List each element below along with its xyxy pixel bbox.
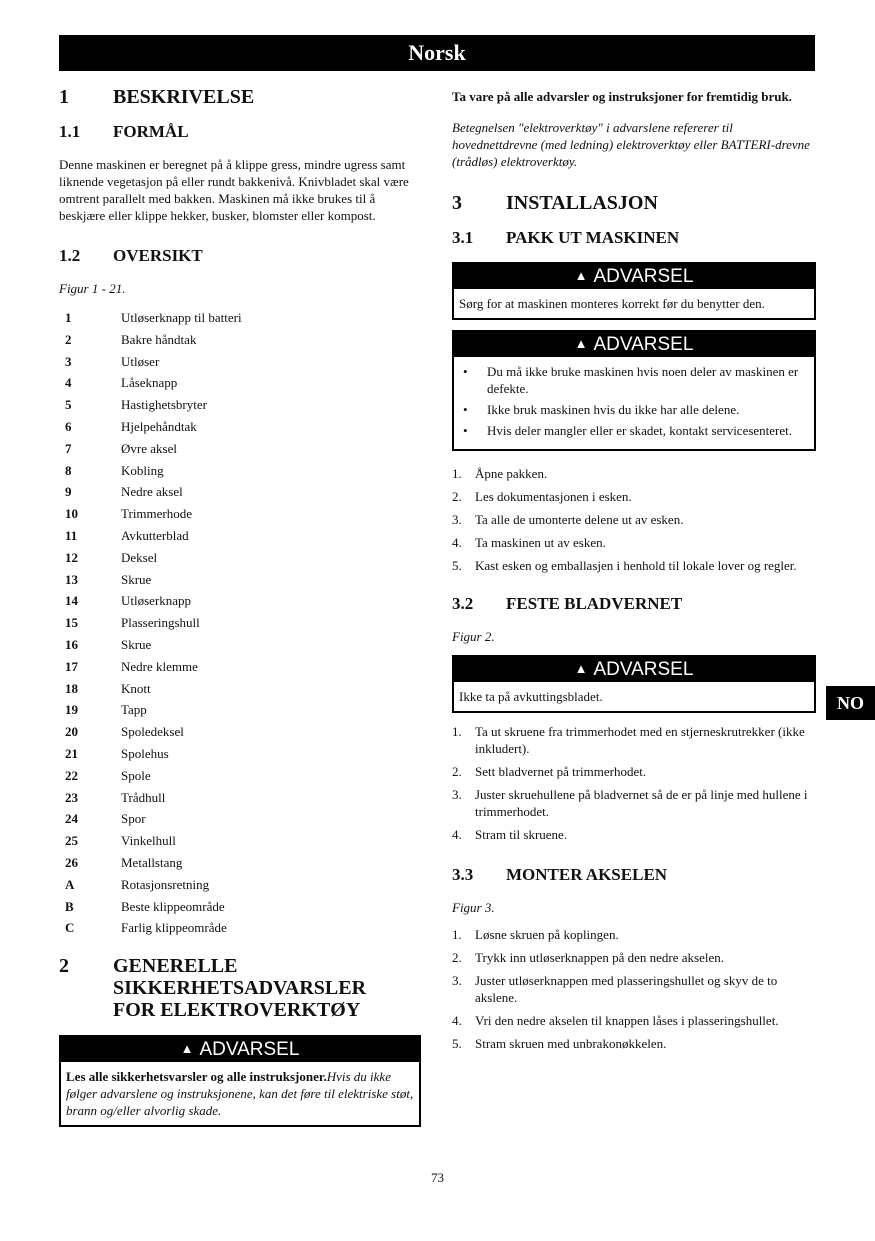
part-label: Avkutterblad — [121, 527, 189, 543]
part-number: 4 — [65, 375, 72, 391]
step-number: 2. — [452, 489, 462, 504]
parts-list-item — [59, 503, 421, 525]
warning-body: Sørg for at maskinen monteres korrekt før du benytter den. — [459, 296, 765, 311]
step-item — [452, 534, 816, 551]
step-item — [452, 926, 816, 943]
step-text: Les dokumentasjonen i esken. — [475, 489, 632, 504]
warning-bullet-item — [459, 422, 809, 439]
language-side-tab: NO — [826, 686, 875, 720]
warning-title: ADVARSEL — [593, 266, 694, 287]
section-number: 3.2 — [452, 594, 474, 613]
warning-bullet-item — [459, 401, 809, 418]
warning-triangle-icon: ▲ — [574, 336, 588, 351]
part-number: 18 — [65, 680, 78, 696]
part-label: Trimmerhode — [121, 506, 193, 522]
parts-list-item — [59, 765, 421, 787]
warning-box-parts — [452, 330, 816, 451]
warning-triangle-icon: ▲ — [574, 268, 588, 283]
section-3-heading — [452, 192, 816, 214]
section-title: BESKRIVELSE — [113, 86, 255, 108]
part-label: Nedre klemme — [121, 658, 198, 674]
section-3-2-heading — [452, 594, 816, 614]
part-number: 1 — [65, 310, 72, 325]
part-number: B — [65, 898, 74, 914]
part-number: 25 — [65, 833, 78, 849]
step-number: 5. — [452, 1036, 462, 1051]
parts-list-item — [59, 438, 421, 460]
parts-list-item — [59, 721, 421, 743]
warning-body — [61, 1062, 419, 1125]
part-label: Bakre håndtak — [121, 331, 197, 347]
step-text: Løsne skruen på koplingen. — [475, 927, 619, 942]
step-item — [452, 786, 816, 820]
part-label: Nedre aksel — [121, 484, 183, 500]
step-item — [452, 465, 816, 482]
step-item — [452, 949, 816, 966]
part-number: 10 — [65, 506, 78, 522]
language-banner: Norsk — [59, 35, 815, 71]
section-number: 3 — [452, 192, 462, 214]
part-number: 7 — [65, 440, 72, 456]
section-number: 1 — [59, 86, 69, 108]
blade-guard-steps — [452, 723, 816, 843]
left-column — [59, 80, 421, 1137]
warning-header — [454, 264, 814, 289]
figure-reference: Figur 1 - 21. — [59, 281, 126, 296]
part-label: Utløserknapp til batteri — [121, 310, 242, 325]
parts-list-item — [59, 896, 421, 918]
part-number: 21 — [65, 745, 78, 761]
part-label: Utløser — [121, 353, 160, 369]
warning-box-blade — [452, 655, 816, 713]
step-number: 3. — [452, 787, 462, 802]
parts-list-item — [59, 481, 421, 503]
section-2-heading — [59, 955, 421, 1021]
parts-list-item — [59, 525, 421, 547]
part-label: Tapp — [121, 702, 147, 718]
purpose-text: Denne maskinen er beregnet på å klippe gress, mindre ugress samt liknende vegetasjon på eller rundt bakkenivå. Knivbladet skal være omtrent parallelt med bakken. Maskinen må ikke brukes til å beskjære eller klippe hekker, busker, blomster eller kompost. — [59, 157, 409, 223]
step-number: 3. — [452, 973, 462, 988]
unpack-steps — [452, 465, 816, 574]
section-number: 3.1 — [452, 228, 474, 247]
part-label: Hastighetsbryter — [121, 397, 207, 413]
part-label: Beste klippeområde — [121, 898, 225, 914]
step-text: Stram skruen med unbrakonøkkelen. — [475, 1036, 667, 1051]
step-text: Trykk inn utløserknappen på den nedre akselen. — [475, 950, 724, 965]
section-number: 2 — [59, 955, 69, 978]
section-1-2-heading — [59, 246, 421, 266]
step-number: 4. — [452, 535, 462, 550]
warning-box-general — [59, 1035, 421, 1127]
part-number: 11 — [65, 527, 78, 543]
parts-list-item — [59, 460, 421, 482]
parts-list-item — [59, 547, 421, 569]
part-number: 8 — [65, 462, 72, 478]
step-number: 1. — [452, 927, 462, 942]
step-number: 4. — [452, 1013, 462, 1028]
warning-header — [454, 657, 814, 682]
page-number: 73 — [431, 1170, 444, 1185]
step-number: 2. — [452, 764, 462, 779]
parts-list-item — [59, 329, 421, 351]
warning-title: ADVARSEL — [199, 1039, 300, 1061]
parts-list-item — [59, 743, 421, 765]
parts-list-item — [59, 307, 421, 329]
step-number: 1. — [452, 466, 462, 481]
warning-triangle-icon: ▲ — [180, 1041, 194, 1057]
parts-list-item — [59, 808, 421, 830]
warning-italic-text: Hvis du ikke følger advarslene og instruksjonene, kan det føre til elektriske støt, brann og/eller alvorlig skade. — [66, 1069, 414, 1119]
parts-list-item — [59, 656, 421, 678]
warning-title: ADVARSEL — [593, 659, 694, 680]
step-text: Stram til skruene. — [475, 827, 568, 842]
step-number: 2. — [452, 950, 462, 965]
part-number: 22 — [65, 767, 78, 783]
step-item — [452, 488, 816, 505]
parts-list-item — [59, 917, 421, 939]
part-number: 14 — [65, 593, 78, 609]
parts-list-item — [59, 394, 421, 416]
parts-list-item — [59, 372, 421, 394]
part-label: Farlig klippeområde — [121, 920, 227, 936]
part-number: 19 — [65, 702, 78, 718]
step-item — [452, 763, 816, 780]
step-text: Sett bladvernet på trimmerhodet. — [475, 764, 647, 779]
step-item — [452, 972, 816, 1006]
step-item — [452, 723, 816, 757]
part-number: A — [65, 876, 75, 892]
section-title: FORMÅL — [113, 122, 189, 141]
step-text: Vri den nedre akselen til knappen låses i plasseringshullet. — [475, 1013, 779, 1028]
warning-title: ADVARSEL — [593, 334, 694, 355]
part-label: Låseknapp — [121, 375, 178, 391]
step-text: Ta ut skruene fra trimmerhodet med en stjerneskrutrekker (ikke inkludert). — [475, 724, 805, 756]
part-label: Plasseringshull — [121, 615, 200, 631]
part-number: 15 — [65, 615, 78, 631]
part-label: Kobling — [121, 462, 164, 478]
figure-reference: Figur 2. — [452, 629, 495, 644]
step-item — [452, 1012, 816, 1029]
part-number: 13 — [65, 571, 78, 587]
section-title: MONTER AKSELEN — [506, 865, 668, 884]
part-label: Skrue — [121, 636, 152, 652]
warning-bullet-list — [459, 363, 809, 439]
step-item — [452, 557, 816, 574]
section-3-1-heading — [452, 228, 816, 248]
part-label: Deksel — [121, 549, 158, 565]
part-label: Spolehus — [121, 745, 169, 761]
section-title: OVERSIKT — [113, 246, 203, 265]
right-column — [452, 80, 816, 1062]
warning-bullet-item — [459, 363, 809, 397]
part-label: Øvre aksel — [121, 440, 177, 456]
part-label: Hjelpehåndtak — [121, 418, 197, 434]
parts-list-item — [59, 612, 421, 634]
warning-body — [454, 357, 814, 449]
warning-triangle-icon: ▲ — [574, 661, 588, 676]
part-number: 5 — [65, 397, 72, 413]
bullet-icon: • — [463, 402, 468, 417]
step-text: Åpne pakken. — [475, 466, 548, 481]
step-number: 3. — [452, 512, 462, 527]
section-title: INSTALLASJON — [506, 192, 658, 214]
parts-list-item — [59, 416, 421, 438]
bullet-icon: • — [463, 364, 468, 379]
parts-list-item — [59, 351, 421, 373]
figure-reference: Figur 3. — [452, 900, 495, 915]
part-number: 20 — [65, 724, 78, 740]
parts-list-item — [59, 699, 421, 721]
parts-list-item — [59, 590, 421, 612]
step-item — [452, 511, 816, 528]
part-label: Trådhull — [121, 789, 166, 805]
section-title: PAKK UT MASKINEN — [506, 228, 680, 247]
part-label: Rotasjonsretning — [121, 876, 210, 892]
part-number: 6 — [65, 418, 72, 434]
section-number: 1.1 — [59, 122, 81, 141]
part-number: 26 — [65, 854, 78, 870]
step-number: 5. — [452, 558, 462, 573]
step-number: 4. — [452, 827, 462, 842]
part-number: 3 — [65, 353, 72, 369]
parts-list-item — [59, 569, 421, 591]
parts-list-item — [59, 874, 421, 896]
section-1-1-heading — [59, 122, 421, 142]
step-item — [452, 826, 816, 843]
bullet-icon: • — [463, 423, 468, 438]
section-title: GENERELLE SIKKERHETSADVARSLER FOR ELEKTROVERKTØY — [113, 955, 367, 1022]
part-number: 23 — [65, 789, 78, 805]
part-number: 2 — [65, 331, 72, 347]
section-1-heading — [59, 86, 421, 108]
parts-list — [59, 307, 421, 939]
bullet-text: Du må ikke bruke maskinen hvis noen deler av maskinen er defekte. — [487, 364, 799, 396]
part-label: Utløserknapp — [121, 593, 192, 609]
step-text: Juster skruehullene på bladvernet så de er på linje med hullene i trimmerhodet. — [475, 787, 808, 819]
bullet-text: Ikke bruk maskinen hvis du ikke har alle delene. — [487, 402, 740, 417]
part-number: 9 — [65, 484, 72, 500]
warning-header — [454, 332, 814, 357]
bullet-text: Hvis deler mangler eller er skadet, kontakt servicesenteret. — [487, 423, 793, 438]
warning-box-assembly — [452, 262, 816, 320]
step-text: Juster utløserknappen med plasseringshullet og skyv de to akslene. — [475, 973, 778, 1005]
part-label: Spoledeksel — [121, 724, 184, 740]
parts-list-item — [59, 678, 421, 700]
warning-body: Ikke ta på avkuttingsbladet. — [459, 689, 603, 704]
part-number: 16 — [65, 636, 78, 652]
parts-list-item — [59, 787, 421, 809]
section-title: FESTE BLADVERNET — [506, 594, 683, 613]
part-label: Spole — [121, 767, 151, 783]
parts-list-item — [59, 852, 421, 874]
warning-bold-text: Les alle sikkerhetsvarsler og alle instruksjoner. — [66, 1069, 327, 1085]
part-label: Vinkelhull — [121, 833, 176, 849]
step-text: Ta maskinen ut av esken. — [475, 535, 606, 550]
part-label: Skrue — [121, 571, 152, 587]
part-label: Spor — [121, 811, 146, 827]
step-item — [452, 1035, 816, 1052]
step-number: 1. — [452, 724, 462, 739]
part-number: 24 — [65, 811, 78, 827]
part-label: Metallstang — [121, 854, 183, 870]
section-number: 1.2 — [59, 246, 81, 265]
parts-list-item — [59, 634, 421, 656]
term-definition-text: Betegnelsen "elektroverktøy" i advarslene refererer til hovednettdrevne (med ledning) elektroverktøy eller BATTERI-drevne (trådløs) elektroverktøy. — [452, 120, 810, 169]
section-number: 3.3 — [452, 865, 474, 884]
parts-list-item — [59, 830, 421, 852]
part-number: C — [65, 920, 75, 936]
part-label: Knott — [121, 680, 151, 696]
part-number: 12 — [65, 549, 78, 565]
section-3-3-heading — [452, 865, 816, 885]
step-text: Kast esken og emballasjen i henhold til lokale lover og regler. — [475, 558, 797, 573]
part-number: 17 — [65, 658, 78, 674]
shaft-assembly-steps — [452, 926, 816, 1052]
step-text: Ta alle de umonterte delene ut av esken. — [475, 512, 684, 527]
warning-header — [61, 1037, 419, 1062]
keep-instructions-text: Ta vare på alle advarsler og instruksjoner for fremtidig bruk. — [452, 89, 792, 104]
